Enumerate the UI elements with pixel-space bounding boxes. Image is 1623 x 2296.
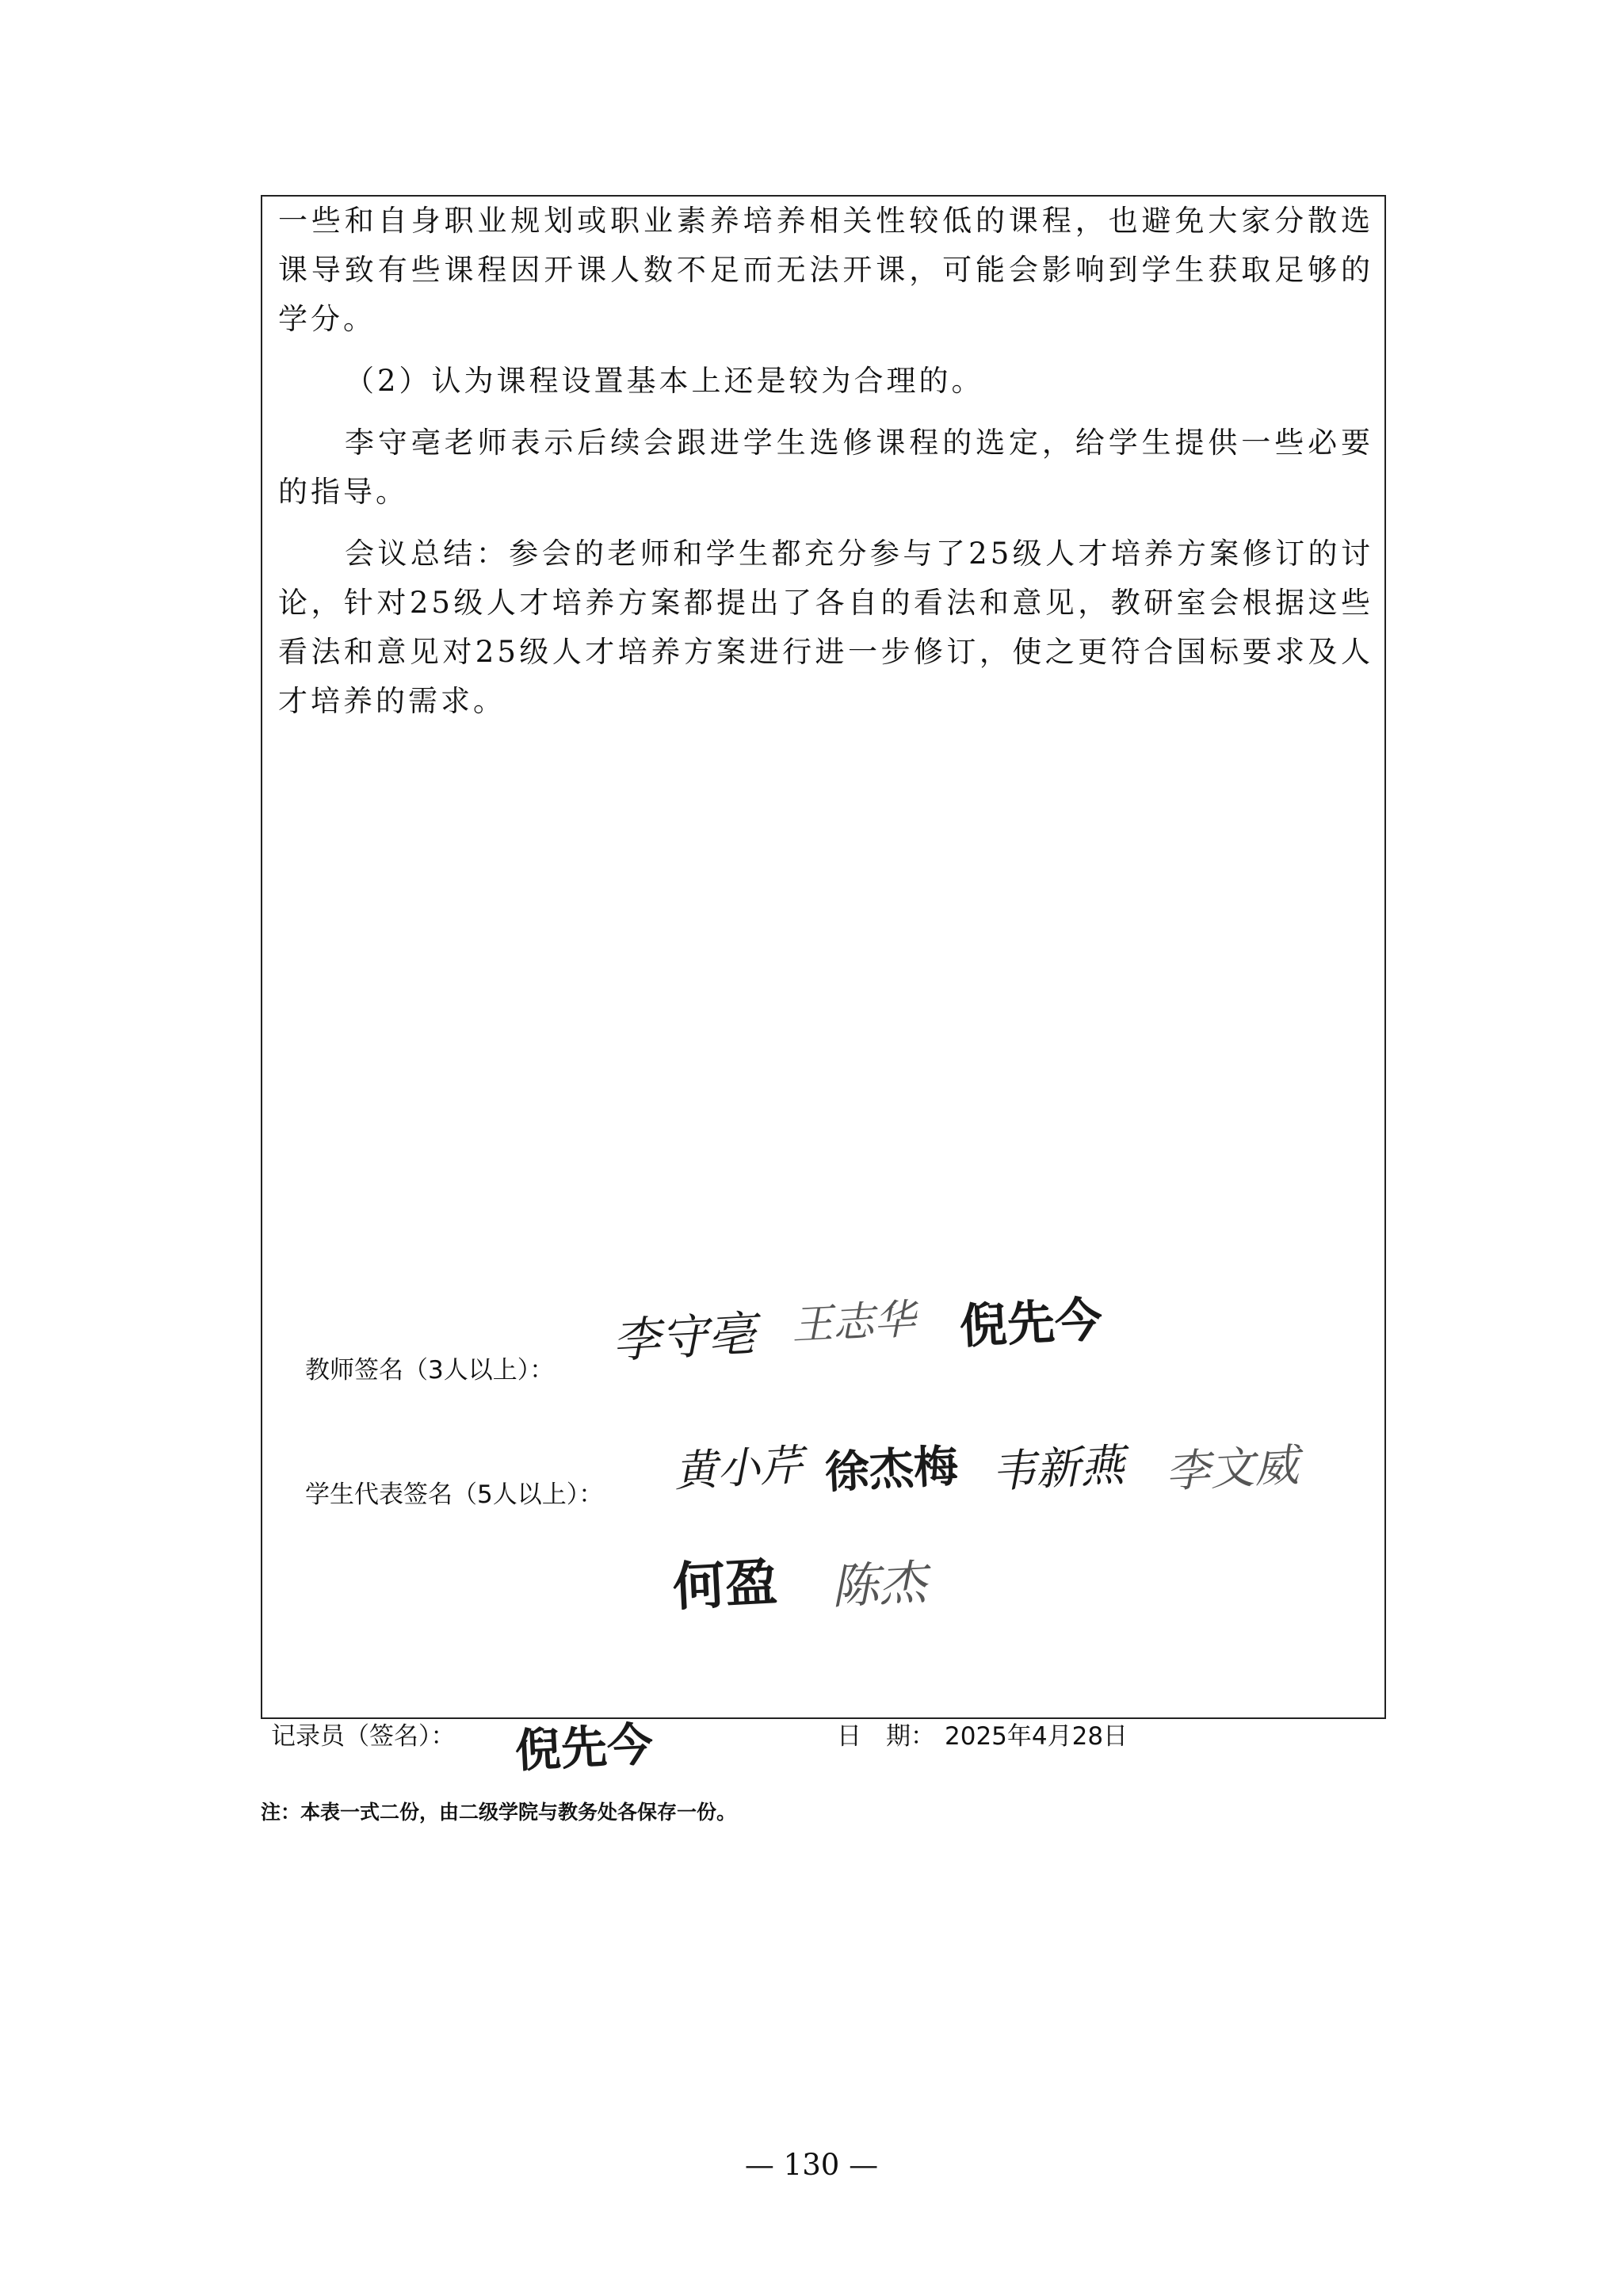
teacher-signature-label: 教师签名（3人以上）： xyxy=(305,1356,555,1385)
meeting-record-text xyxy=(278,197,1373,739)
student-signature: 李文威 xyxy=(1164,1439,1300,1499)
student-signature: 徐杰梅 xyxy=(823,1439,960,1499)
date-label: 日 期： xyxy=(837,1722,935,1751)
paragraph-course-selection: 一些和自身职业规划或职业素养培养相关性较低的课程，也避免大家分散选课导致有些课程因开课人数不足而无法开课，可能会影响到学生获取足够的学分。 xyxy=(278,204,1373,336)
paragraph-opinion-2: （2）认为课程设置基本上还是较为合理的。 xyxy=(345,364,984,398)
footnote: 注：本表一式二份，由二级学院与教务处各保存一份。 xyxy=(261,1801,737,1824)
record-form-frame xyxy=(261,195,1386,1719)
student-signature: 何盈 xyxy=(671,1550,779,1618)
student-signature-label: 学生代表签名（5人以上）： xyxy=(305,1480,604,1509)
recorder-signature: 倪先今 xyxy=(514,1717,655,1778)
student-signature: 陈杰 xyxy=(830,1554,928,1616)
date-value: 2025年4月28日 xyxy=(945,1722,1128,1751)
student-signature: 黄小芹 xyxy=(673,1439,804,1497)
page-number: — 130 — xyxy=(744,2148,879,2182)
student-signature: 韦新燕 xyxy=(990,1439,1126,1499)
recorder-label: 记录员（签名）： xyxy=(271,1722,456,1751)
teacher-signature: 李守亳 xyxy=(611,1306,757,1370)
teacher-signature: 倪先今 xyxy=(958,1292,1104,1355)
paragraph-meeting-summary: 会议总结：参会的老师和学生都充分参与了25级人才培养方案修订的讨论，针对25级人才培养方案都提出了各自的看法和意见，教研室会根据这些看法和意见对25级人才培养方案进行进一步修订，使之更符合国标要求及人才培养的需求。 xyxy=(278,537,1373,718)
teacher-signature: 王志华 xyxy=(790,1295,917,1350)
paragraph-teacher-followup: 李守亳老师表示后续会跟进学生选修课程的选定，给学生提供一些必要的指导。 xyxy=(278,426,1373,509)
